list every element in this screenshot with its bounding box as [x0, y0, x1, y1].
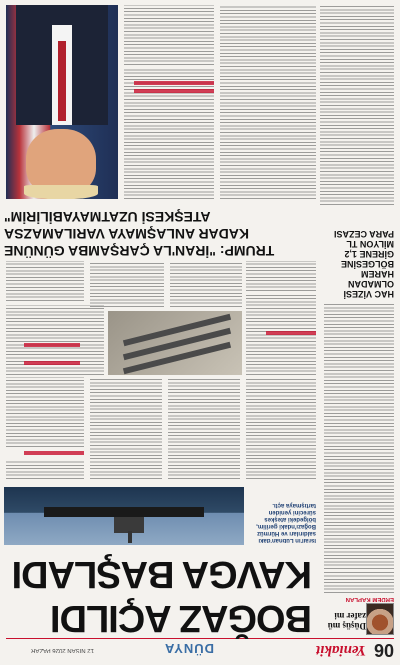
- trump-photo: [6, 5, 118, 199]
- hac-story-text: [320, 5, 394, 205]
- main-story-col-2: [168, 379, 240, 479]
- author-photo: [366, 603, 394, 635]
- columnist-name: ERDEM KAPLAN: [345, 596, 394, 602]
- columnist-text: [324, 304, 394, 569]
- trump-headline: TRUMP: "İRAN'LA ÇARŞAMBA GÜNÜNE KADAR ANLAŞMAYA VARILAMAZSA ATEŞKESİ UZATMAYABİLİRİM": [4, 209, 275, 259]
- brand-logo: Yeniakit: [315, 642, 366, 658]
- main-story-deck: İsrail'in Lübnan'daki saldırıları ve Hürmüz Boğazı'ndaki gerilim, bölgedeki ateşkes sürecini yeniden tartışmaya açtı.: [256, 502, 316, 543]
- columnist-block: [324, 571, 394, 635]
- main-headline: [4, 545, 316, 639]
- main-story-col-1: [246, 379, 316, 479]
- missiles-photo: [108, 311, 242, 375]
- columnist-title: Düşüş mü zafer mi: [327, 611, 366, 631]
- page-number: 06: [373, 640, 394, 660]
- issue-date: 12 NİSAN 2026 PAZAR: [31, 647, 94, 653]
- headline-line-2: KAVGA BAŞLADI: [12, 553, 312, 595]
- ship-photo: [4, 487, 244, 545]
- hac-story-headline: HAC VİZESİ OLMADAN HAREM BÖLGESİNE GİRENE 1,2 MİLYON TL PARA CEZASI: [333, 229, 394, 299]
- section-label: DÜNYA: [163, 641, 214, 656]
- main-story-col-4: [6, 459, 84, 479]
- trump-story-col-1: [220, 5, 316, 199]
- main-story-col-3: [90, 379, 162, 479]
- page-header: [6, 638, 394, 661]
- headline-line-1: BOĞAZ AÇILDI: [50, 597, 312, 639]
